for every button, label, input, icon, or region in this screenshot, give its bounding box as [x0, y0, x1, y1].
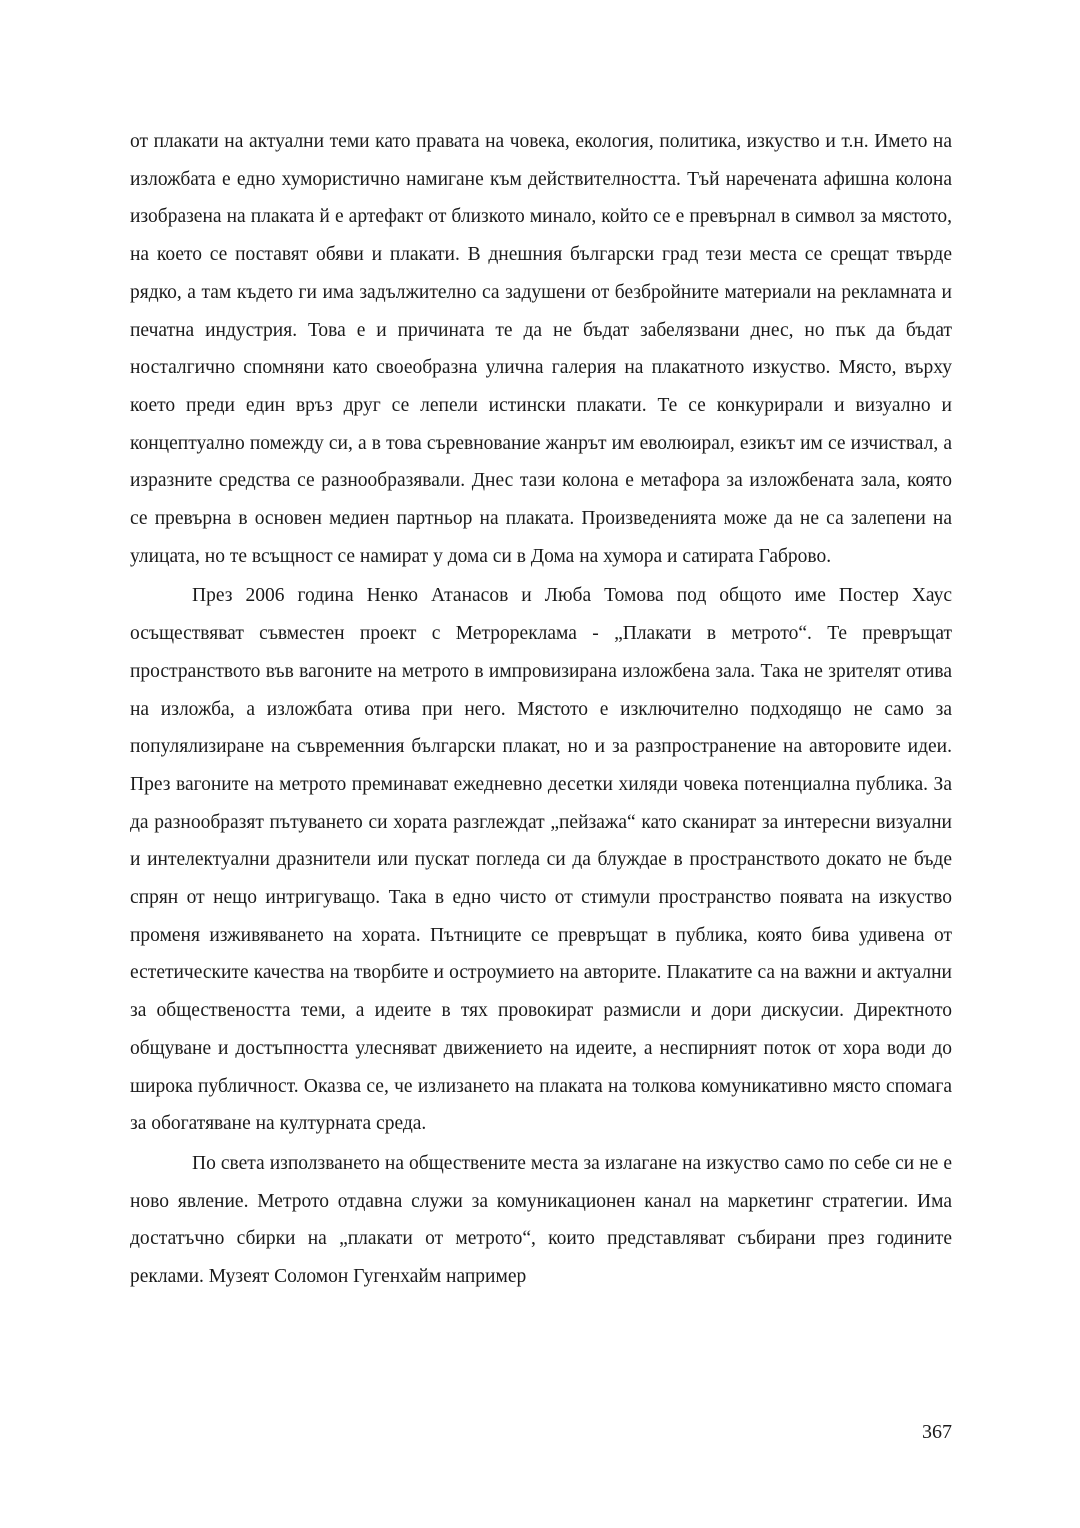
paragraph-continued: от плакати на актуални теми като правата на човека, екология, политика, изкуство и т.н. Името на изложбата е едно хумористично намигане към действителността. Тъй наречената афишна колона изобразена на плаката й е артефакт от близкото минало, който се е превърнал в символ за мястото, на което се поставят обяви и плакати. В днешния български град тези места се срещат твърде рядко, а там където ги има задължително са задушени от безбройните материали на рекламната и печатна индустрия. Това е и причината те да не бъдат забелязвани днес, но пък да бъдат носталгично спомняни като своеобразна улична галерия на плакатното изкуство. Място, върху което преди един връз друг се лепели истински плакати. Те се конкурирали и визуално и концептуално помежду си, а в това съревнование жанрът им еволюирал, езикът им се изчиствал, а изразните средства се разнообразявали. Днес тази колона е метафора за изложбената зала, която се превърна в основен медиен партньор на плаката. Произведенията може да не са залепени на улицата, но те всъщност се намират у дома си в Дома на хумора и сатирата Габрово.: [130, 131, 952, 567]
page-number: 367: [922, 1421, 952, 1443]
page-body: [130, 123, 952, 1296]
paragraph-public-places: По света използването на обществените места за излагане на изкуство само по себе си не е ново явление. Метрото отдавна служи за комуникационен канал на маркетинг стратегии. Има достатъчно сбирки на „плакати от метрото“, които представляват събирани през годините реклами. Музеят Соломон Гугенхайм например: [130, 1152, 952, 1288]
paragraph-metro-project: През 2006 година Ненко Атанасов и Люба Томова под общото име Постер Хаус осъществяват съвместен проект с Метрореклама - „Плакати в метрото“. Те превръщат пространството във вагоните на метрото в импровизирана изложбена зала. Така не зрителят отива на изложба, а изложбата отива при него. Мястото е изключително подходящо не само за популялизиране на съвременния български плакат, но и за разпространение на авторовите идеи. През вагоните на метрото преминават ежедневно десетки хиляди човека потенциална публика. За да разнообразят пътуването си хората разглеждат „пейзажа“ като сканират за интересни визуални и интелектуални дразнители или пускат погледа си да блуждае в пространството докато не бъде спрян от нещо интригуващо. Така в едно чисто от стимули пространство появата на изкуство променя изживяването на хората. Пътниците се превръщат в публика, която бива удивена от естетическите качества на творбите и остроумието на авторите. Плакатите са на важни и актуални за обществеността теми, а идеите в тях провокират размисли и дори дискусии. Директното общуване и достъпността улесняват движението на идеите, а неспирният поток от хора води до широка публичност. Оказва се, че излизането на плаката на толкова комуникативно място спомага за обогатяване на културната среда.: [130, 585, 952, 1135]
